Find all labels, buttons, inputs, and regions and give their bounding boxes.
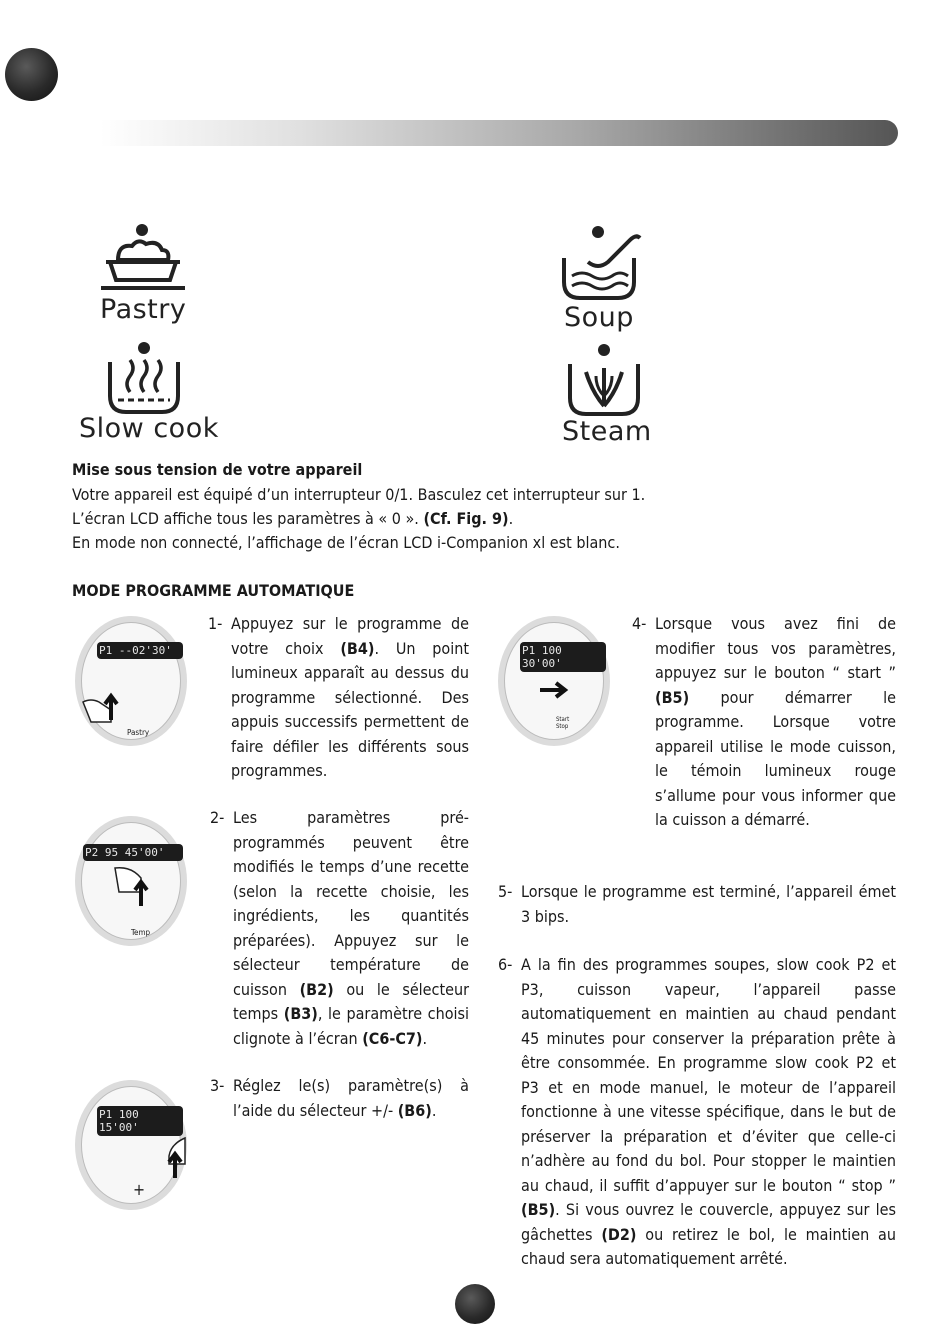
hand-pointer-icon — [147, 1136, 187, 1180]
step-2-text — [233, 806, 469, 1051]
step-2-e: , le paramètre choisi clignote à l’écran — [233, 1004, 469, 1048]
step-2 — [210, 806, 469, 1051]
step-2-ref-c6: (C6-C7) — [362, 1028, 423, 1048]
step-5-number: 5- — [498, 882, 513, 901]
figure-1-caption: Pastry — [127, 728, 150, 737]
soup-icon — [560, 222, 646, 304]
intro-line-2-end: . — [508, 509, 514, 528]
pastry-label: Pastry — [100, 294, 187, 325]
step-1 — [208, 612, 469, 784]
step-4-a: Lorsque vous avez fini de modifier tous vos paramètres, appuyez sur le bouton “ start ” — [655, 614, 896, 682]
step-6-e: ou retirez le bol, le maintien au chaud sera automatiquement arrêté. — [521, 1224, 896, 1268]
step-6-ref-b5: (B5) — [521, 1200, 556, 1219]
step-5 — [498, 880, 896, 929]
step-2-a: Les paramètres pré-programmés peuvent être modifiés le temps d’une recette (selon la recette choisie, les ingrédients, les quantités préparées). Appuyez sur le sélecteur température de cuisson — [233, 808, 469, 999]
figure-4 — [498, 616, 610, 746]
intro-line-1: Votre appareil est équipé d’un interrupteur 0/1. Basculez cet interrupteur sur 1. — [72, 485, 646, 504]
corner-dot — [5, 48, 58, 101]
steam-label: Steam — [562, 416, 652, 447]
step-3-c: . — [431, 1100, 437, 1120]
arrow-right-icon — [538, 680, 574, 700]
step-4-ref: (B5) — [655, 687, 690, 707]
step-2-number: 2- — [210, 808, 225, 827]
page-marker-dot — [455, 1284, 495, 1324]
intro-heading: Mise sous tension de votre appareil — [72, 460, 363, 479]
fig-ref: (Cf. Fig. 9) — [423, 509, 509, 528]
header-gradient-bar — [100, 120, 898, 146]
step-1-a: Appuyez sur le programme de votre choix — [231, 614, 469, 658]
step-6-text — [521, 953, 896, 1272]
step-2-ref-b2: (B2) — [299, 979, 334, 999]
figure-4-lcd: P1 100 30'00' — [520, 642, 606, 672]
figure-1-lcd: P1 --02'30' — [97, 642, 183, 659]
slow-cook-icon — [106, 340, 182, 416]
step-6-c: . Si vous ouvrez le couvercle, appuyez sur les gâchettes — [521, 1200, 896, 1244]
step-3-number: 3- — [210, 1076, 225, 1095]
step-4-c: pour démarrer le programme. Lorsque votre appareil utilise le mode cuisson, le témoin lumineux rouge s’allume pour vous informer que la cuisson a démarré. — [655, 687, 896, 829]
step-2-g: . — [422, 1028, 428, 1048]
step-3-a: Réglez le(s) paramètre(s) à l’aide du sélecteur +/- — [233, 1076, 469, 1120]
step-1-number: 1- — [208, 614, 223, 633]
step-4-number: 4- — [632, 614, 647, 633]
section-title: MODE PROGRAMME AUTOMATIQUE — [72, 581, 355, 600]
hand-pointer-icon — [111, 864, 151, 908]
figure-3-caption: + — [133, 1180, 146, 1199]
pastry-icon — [98, 222, 188, 298]
intro-line-2-text: L’écran LCD affiche tous les paramètres à « 0 ». — [72, 509, 424, 528]
hand-pointer-icon — [81, 680, 121, 724]
figure-2 — [75, 816, 187, 946]
figure-2-caption: Temp — [131, 928, 151, 937]
slow-cook-label: Slow cook — [79, 413, 219, 444]
intro-line-2 — [72, 507, 513, 532]
step-3-text — [233, 1074, 469, 1123]
figure-2-lcd: P2 95 45'00' — [83, 844, 183, 861]
step-1-ref: (B4) — [340, 638, 375, 658]
step-6-ref-d2: (D2) — [601, 1224, 637, 1244]
step-3-ref: (B6) — [397, 1100, 432, 1120]
step-6-number: 6- — [498, 955, 513, 974]
step-6-a: A la fin des programmes soupes, slow cook P2 et P3, cuisson vapeur, l’appareil passe automatiquement en maintien au chaud pendant 45 minutes pour conserver la préparation prête à être consommée. En programme slow cook P2 et P3 et en mode manuel, le moteur de l’appareil fonctionne à une vitesse spécifique, dans le but de préserver la préparation et d’éviter que celle-ci n’adhère au fond du bol. Pour stopper le maintien au chaud, il suffit d’appuyer sur le bouton “ stop ” — [521, 955, 896, 1195]
step-1-c: . Un point lumineux apparaît au dessus du programme sélectionné. Des appuis successifs permettent de faire défiler les différents sous programmes. — [231, 638, 469, 780]
step-4 — [632, 612, 896, 833]
step-5-text: Lorsque le programme est terminé, l’appareil émet 3 bips. — [521, 882, 896, 926]
figure-1 — [75, 616, 187, 746]
soup-label: Soup — [564, 302, 634, 333]
step-2-c: ou le sélecteur temps — [233, 979, 469, 1023]
steam-icon — [566, 342, 642, 418]
figure-3-lcd: P1 100 15'00' — [97, 1106, 183, 1136]
step-6 — [498, 953, 896, 1272]
figure-3 — [75, 1080, 187, 1210]
figure-4-caption: Start Stop — [556, 716, 570, 730]
step-3 — [210, 1074, 469, 1123]
step-2-ref-b3: (B3) — [283, 1004, 318, 1023]
intro-line-3: En mode non connecté, l’affichage de l’écran LCD i-Companion xl est blanc. — [72, 533, 620, 552]
step-4-text — [655, 612, 896, 833]
step-1-text — [231, 612, 469, 784]
